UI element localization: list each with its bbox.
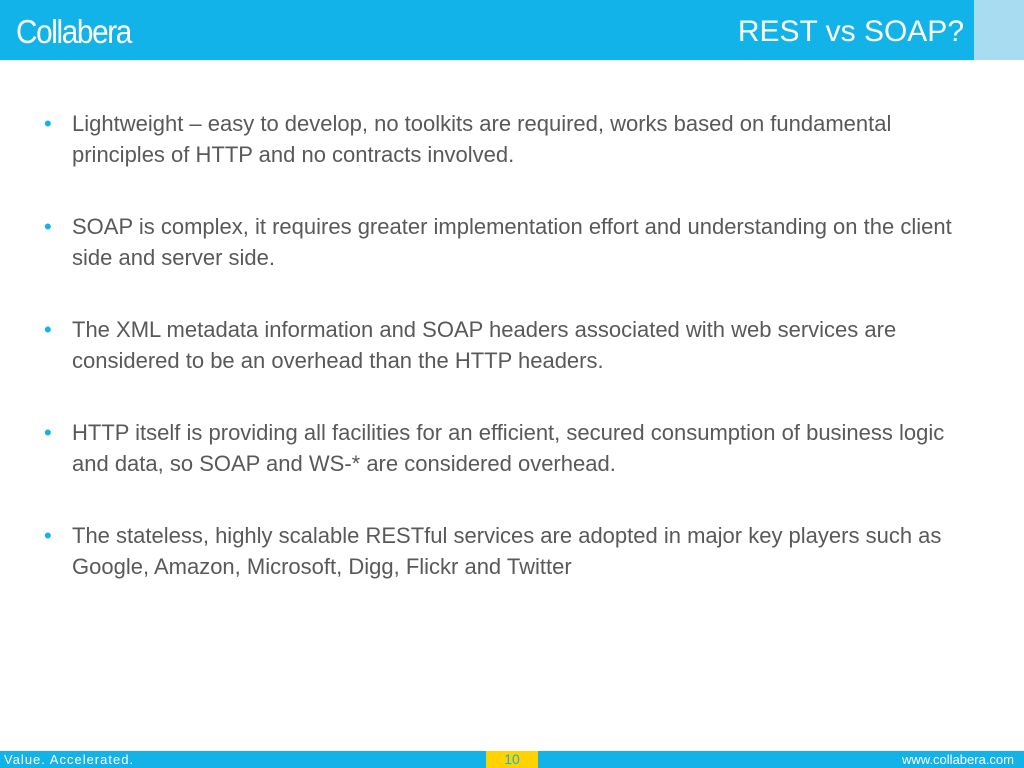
bullet-text: The stateless, highly scalable RESTful services are adopted in major key players such as Google, Amazon, Microsoft, Digg, Flickr and Twitter (72, 523, 942, 579)
slide-footer (0, 751, 1024, 768)
bullet-list (42, 108, 972, 623)
bullet-icon: • (44, 420, 52, 445)
collabera-logo: Collabera (16, 13, 131, 50)
footer-tagline: Value. Accelerated. (4, 752, 135, 767)
bullet-item (42, 108, 972, 170)
bullet-item (42, 211, 972, 273)
slide-title: REST vs SOAP? (737, 15, 964, 48)
bullet-item (42, 417, 972, 479)
bullet-text: Lightweight – easy to develop, no toolkits are required, works based on fundamental principles of HTTP and no contracts involved. (72, 111, 892, 167)
page-number: 10 (486, 751, 538, 768)
bullet-text: SOAP is complex, it requires greater implementation effort and understanding on the client side and server side. (72, 214, 952, 270)
bullet-icon: • (44, 214, 52, 239)
bullet-icon: • (44, 111, 52, 136)
bullet-icon: • (44, 523, 52, 548)
bullet-text: The XML metadata information and SOAP headers associated with web services are considered to be an overhead than the HTTP headers. (72, 317, 897, 373)
bullet-text: HTTP itself is providing all facilities for an efficient, secured consumption of business logic and data, so SOAP and WS-* are considered overhead. (72, 420, 945, 476)
footer-website: www.collabera.com (902, 752, 1014, 767)
bullet-item (42, 520, 972, 582)
bullet-icon: • (44, 317, 52, 342)
header-accent-block (974, 0, 1024, 60)
bullet-item (42, 314, 972, 376)
slide-header (0, 0, 1024, 60)
